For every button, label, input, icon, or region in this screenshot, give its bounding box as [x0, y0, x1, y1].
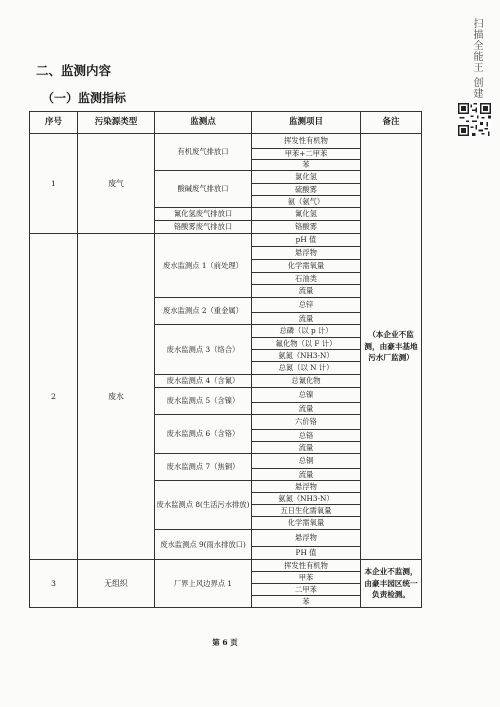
monitoring-item: 总磷（以 p 计） [252, 325, 361, 338]
monitoring-item: 二甲苯 [252, 584, 361, 596]
monitoring-point: 酸碱废气排放口 [155, 171, 252, 208]
monitoring-point: 废水监测点 1（前处理） [155, 234, 252, 298]
monitoring-point: 厂界上风边界点 1 [155, 560, 252, 608]
monitoring-table [29, 111, 422, 608]
monitoring-item: 氨（氨气） [252, 196, 361, 208]
monitoring-item: 悬浮物 [252, 247, 361, 260]
header-monitoring-item: 监测项目 [252, 112, 361, 134]
monitoring-item: 流量 [252, 469, 361, 481]
monitoring-point: 铬酸雾废气排放口 [155, 221, 252, 234]
monitoring-item: 挥发性有机物 [252, 560, 361, 572]
monitoring-item: 五日生化需氧量 [252, 505, 361, 517]
monitoring-point: 废水监测点 3（络合） [155, 325, 252, 375]
row-source-type: 废气 [78, 134, 155, 234]
header-source-type: 污染源类型 [78, 112, 155, 134]
row-source-type: 废水 [78, 234, 155, 560]
remark-note: 本企业不监测，由豪丰园区统一负责检测。 [361, 560, 422, 608]
table-body [30, 134, 422, 608]
section-subtitle: （一）监测指标 [42, 91, 127, 105]
monitoring-item: 总氰化物 [252, 375, 361, 388]
monitoring-point: 废水监测点 6（含铬） [155, 415, 252, 454]
monitoring-item: 化学需氧量 [252, 517, 361, 530]
monitoring-point: 氰化氢废气排放口 [155, 208, 252, 221]
monitoring-item: 悬浮物 [252, 481, 361, 493]
table-header-row [30, 112, 422, 134]
table-row [30, 134, 422, 149]
monitoring-item: pH 值 [252, 234, 361, 247]
monitoring-item: 悬浮物 [252, 530, 361, 547]
monitoring-item: 氨氮（NH3-N） [252, 493, 361, 505]
monitoring-item: 六价铬 [252, 415, 361, 430]
row-seq: 3 [30, 560, 78, 608]
monitoring-item: 甲苯 [252, 572, 361, 584]
row-seq: 2 [30, 234, 78, 560]
header-remark: 备注 [361, 112, 422, 134]
monitoring-item: 化学需氧量 [252, 260, 361, 273]
monitoring-item: 硫酸雾 [252, 184, 361, 196]
monitoring-item: 氰化氢 [252, 208, 361, 221]
table-header [30, 112, 422, 134]
monitoring-point: 废水监测点 9(雨水排放口) [155, 530, 252, 560]
scanner-watermark: 扫描全能王 创建 [471, 18, 482, 100]
monitoring-item: 氯化氢 [252, 171, 361, 184]
header-monitoring-point: 监测点 [155, 112, 252, 134]
monitoring-item: PH 值 [252, 547, 361, 560]
monitoring-item: 总铬 [252, 430, 361, 442]
monitoring-item: 石油类 [252, 273, 361, 285]
remark-note: （本企业不监测，由豪丰基地污水厂监测） [361, 134, 422, 560]
monitoring-item: 总锌 [252, 298, 361, 313]
row-source-type: 无组织 [78, 560, 155, 608]
section-title: 二、监测内容 [36, 63, 112, 78]
monitoring-item: 流量 [252, 442, 361, 454]
monitoring-item: 总氮（以 N 计） [252, 362, 361, 375]
monitoring-item: 流量 [252, 403, 361, 415]
monitoring-point: 废水监测点 7（焦铜） [155, 454, 252, 481]
header-seq: 序号 [30, 112, 78, 134]
page-number: 第 6 页 [212, 638, 238, 647]
monitoring-point: 废水监测点 4（含氰） [155, 375, 252, 388]
monitoring-point: 有机废气排放口 [155, 134, 252, 171]
monitoring-item: 氨氮（NH3-N） [252, 350, 361, 362]
monitoring-point: 废水监测点 2（重金属） [155, 298, 252, 325]
monitoring-item: 苯 [252, 160, 361, 171]
monitoring-item: 流量 [252, 313, 361, 325]
monitoring-point: 废水监测点 8(生活污水排放) [155, 481, 252, 530]
monitoring-item: 甲苯+二甲苯 [252, 149, 361, 160]
row-seq: 1 [30, 134, 78, 234]
monitoring-item: 氟化物（以 F 计） [252, 338, 361, 350]
qr-code-icon [458, 103, 491, 136]
monitoring-item: 挥发性有机物 [252, 134, 361, 149]
monitoring-item: 苯 [252, 596, 361, 608]
monitoring-item: 铬酸雾 [252, 221, 361, 234]
monitoring-item: 总镍 [252, 388, 361, 403]
monitoring-point: 废水监测点 5（含镍） [155, 388, 252, 415]
monitoring-item: 流量 [252, 285, 361, 298]
monitoring-item: 总铜 [252, 454, 361, 469]
table-row [30, 560, 422, 572]
